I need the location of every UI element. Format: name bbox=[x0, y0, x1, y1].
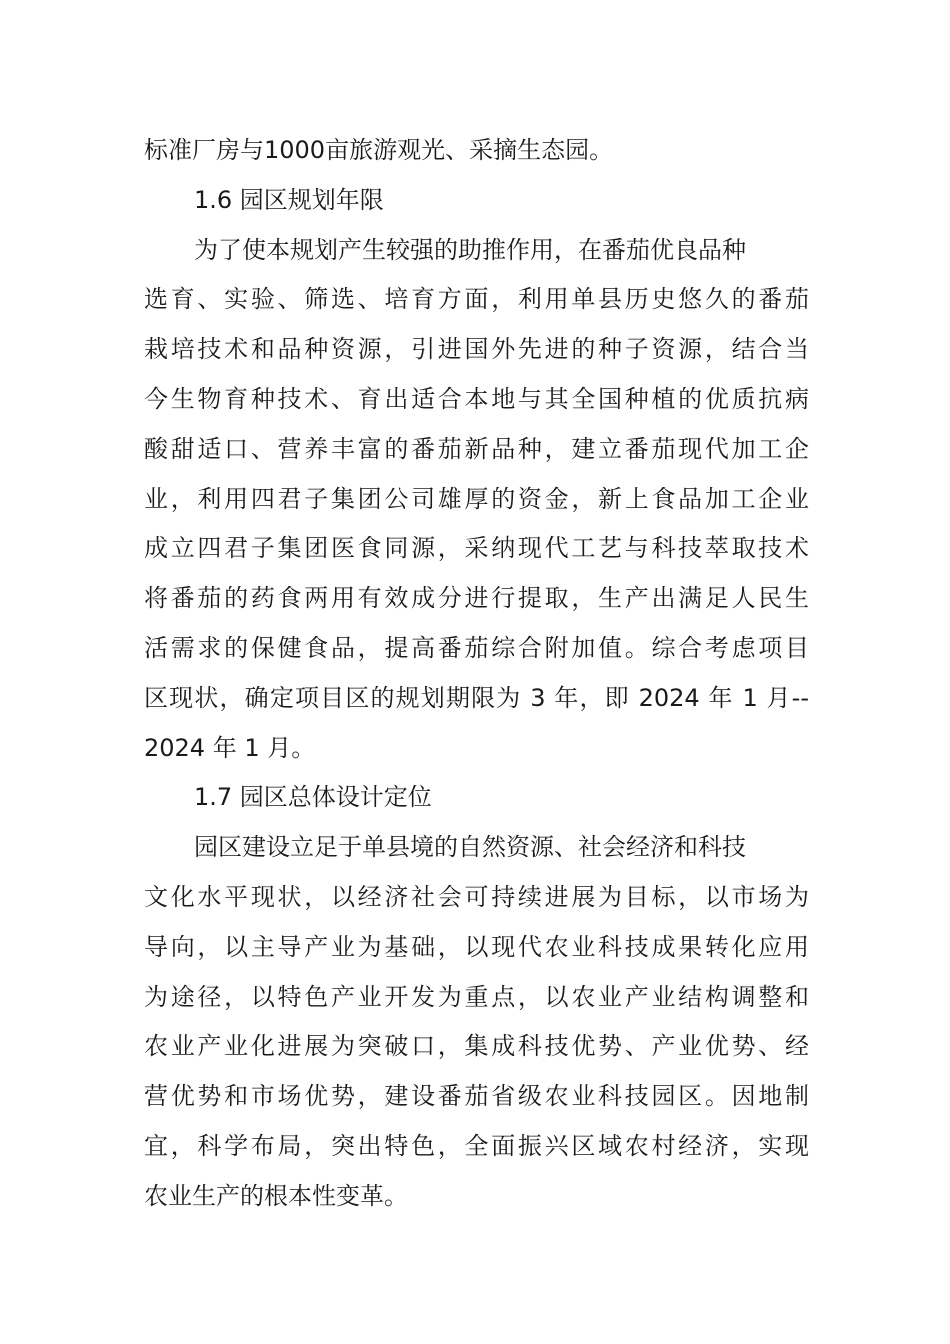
document-body bbox=[144, 126, 809, 1222]
text-line: 园区建设立足于单县境的自然资源、社会经济和科技 bbox=[194, 833, 746, 862]
text-line: 活需求的保健食品，提高番茄综合附加值。综合考虑项目 bbox=[144, 633, 809, 662]
section-heading-1-7: 1.7 园区总体设计定位 bbox=[194, 783, 432, 812]
text-line: 成立四君子集团医食同源，采纳现代工艺与科技萃取技术 bbox=[144, 534, 809, 563]
text-line: 栽培技术和品种资源，引进国外先进的种子资源，结合当 bbox=[144, 335, 809, 364]
text-line: 酸甜适口、营养丰富的番茄新品种，建立番茄现代加工企 bbox=[144, 434, 809, 463]
text-line: 导向，以主导产业为基础，以现代农业科技成果转化应用 bbox=[144, 932, 809, 961]
text-line: 业，利用四君子集团公司雄厚的资金，新上食品加工企业 bbox=[144, 484, 809, 513]
text-line: 选育、实验、筛选、培育方面，利用单县历史悠久的番茄 bbox=[144, 285, 809, 314]
text-line: 文化水平现状，以经济社会可持续进展为目标，以市场为 bbox=[144, 882, 809, 911]
text-line: 今生物育种技术、育出适合本地与其全国种植的优质抗病 bbox=[144, 384, 809, 413]
text-line: 2024 年 1 月。 bbox=[144, 733, 316, 762]
section-heading-1-6: 1.6 园区规划年限 bbox=[194, 185, 384, 214]
text-line: 区现状，确定项目区的规划期限为 3 年，即 2024 年 1 月-- bbox=[144, 683, 809, 712]
text-line: 为途径，以特色产业开发为重点，以农业产业结构调整和 bbox=[144, 982, 809, 1011]
text-line: 营优势和市场优势，建设番茄省级农业科技园区。因地制 bbox=[144, 1082, 809, 1111]
text-line: 农业生产的根本性变革。 bbox=[144, 1181, 408, 1210]
text-line: 标准厂房与1000亩旅游观光、采摘生态园。 bbox=[144, 136, 614, 164]
text-line: 将番茄的药食两用有效成分进行提取，生产出满足人民生 bbox=[144, 584, 809, 613]
text-line: 为了使本规划产生较强的助推作用，在番茄优良品种 bbox=[194, 235, 746, 264]
text-line: 农业产业化进展为突破口，集成科技优势、产业优势、经 bbox=[144, 1032, 809, 1061]
text-line: 宜，科学布局，突出特色，全面振兴区域农村经济，实现 bbox=[144, 1131, 809, 1160]
